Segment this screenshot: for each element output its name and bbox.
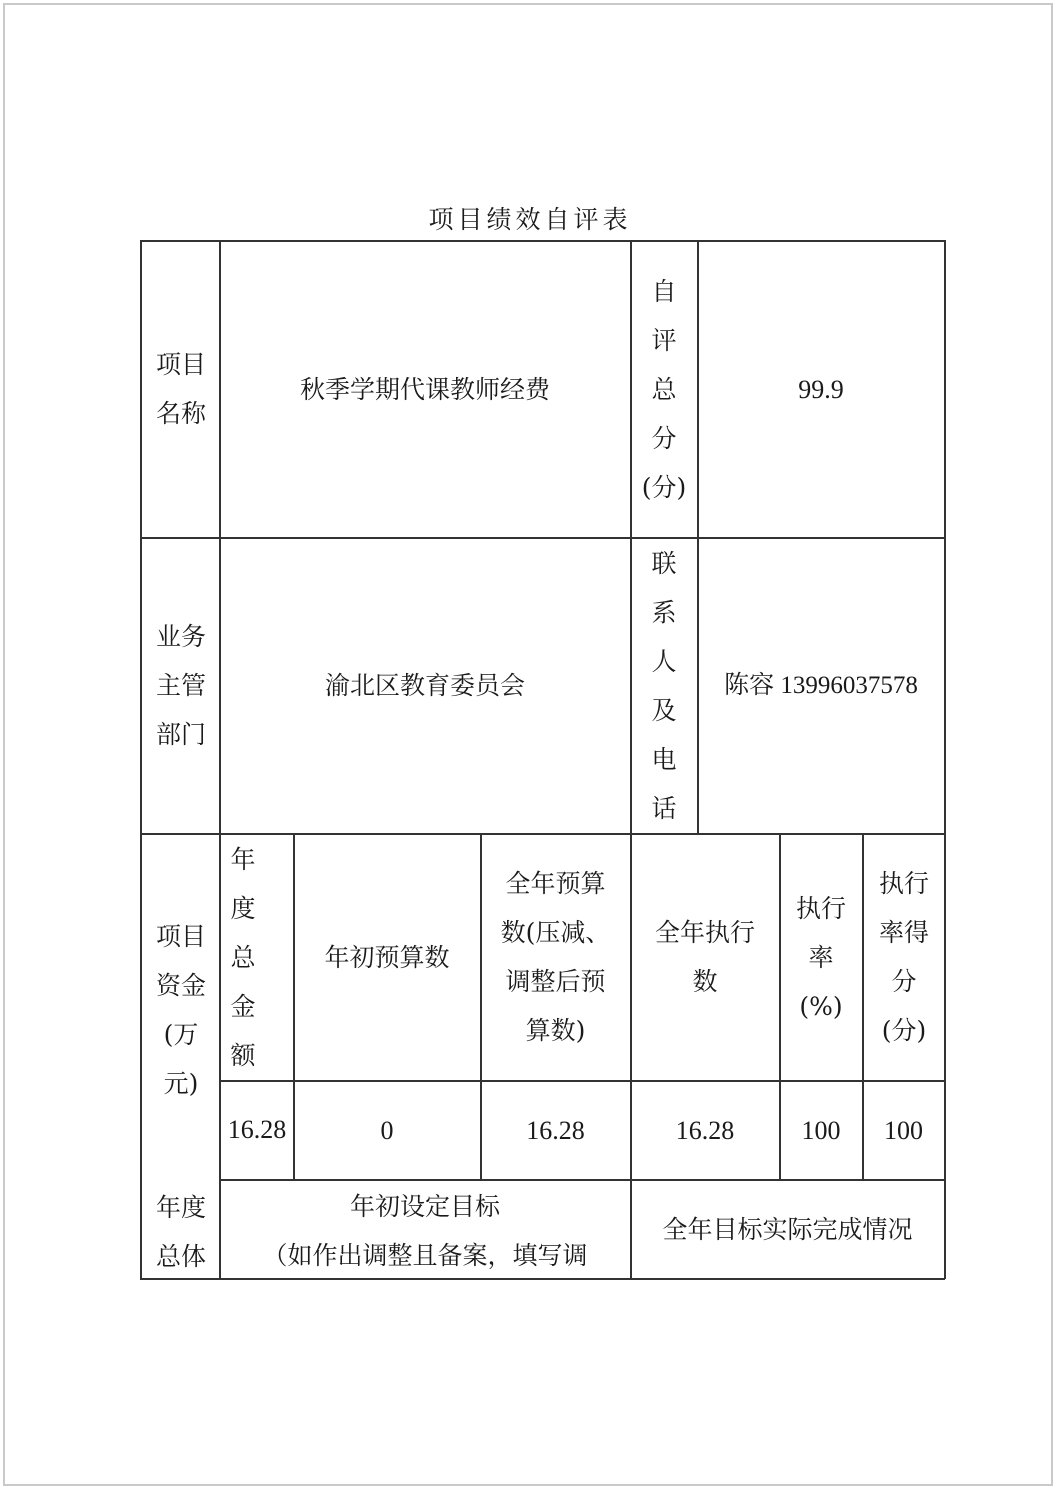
department [220, 538, 630, 833]
header-text: 执行率(%) [795, 893, 846, 1021]
header-text: 执行率得分(分) [878, 869, 929, 1045]
value-text: 16.28 [227, 1115, 287, 1144]
label-project-funds [150, 910, 212, 1110]
label-project-name [150, 241, 212, 537]
label-text: 联系人及电话 [651, 548, 677, 823]
header-text: 年初预算数 [324, 942, 450, 972]
value-text: 16.28 [526, 1115, 585, 1145]
header-exec-rate [790, 834, 852, 1080]
initial-target [220, 1183, 630, 1278]
value-annual-total [226, 1081, 288, 1179]
label-contact [643, 538, 685, 833]
header-text: 年度总金额 [230, 844, 256, 1070]
contact [698, 538, 944, 833]
header-exec-score [873, 834, 935, 1080]
label-text: 项目资金(万元) [155, 922, 206, 1098]
value-executed [631, 1081, 779, 1179]
label-department [150, 538, 212, 833]
header-adjusted-budget [497, 834, 614, 1080]
label-text: 业务主管部门 [155, 622, 206, 749]
document-title: 项目绩效自评表 [428, 205, 632, 234]
project-name [220, 241, 630, 537]
label-text: 年度总体 [155, 1193, 206, 1271]
project-name-text: 秋季学期代课教师经费 [299, 374, 550, 404]
actual-completion [631, 1180, 944, 1278]
grid-line [944, 240, 946, 1279]
value-text: 16.28 [675, 1115, 735, 1145]
header-initial-budget [294, 834, 480, 1080]
initial-target-note: （如作出调整且备案，填写调 [262, 1240, 588, 1270]
label-annual-goals [150, 1183, 212, 1278]
header-executed [645, 834, 765, 1080]
total-score-value: 99.9 [798, 374, 844, 404]
label-text: 项目名称 [155, 350, 206, 428]
value-initial-budget [294, 1081, 480, 1179]
label-total-score [643, 241, 685, 537]
actual-completion-text: 全年目标实际完成情况 [662, 1214, 913, 1244]
header-text: 全年执行数 [654, 918, 755, 996]
value-text: 100 [801, 1115, 841, 1145]
header-text: 全年预算数(压减、调整后预算数) [500, 869, 611, 1045]
value-text: 0 [380, 1115, 394, 1145]
grid-line [630, 240, 632, 833]
header-annual-total [229, 834, 257, 1080]
label-text: 自评总分(分) [641, 276, 687, 502]
total-score [698, 241, 944, 537]
value-text: 100 [884, 1115, 923, 1145]
grid-line [140, 240, 142, 1279]
department-text: 渝北区教育委员会 [324, 671, 525, 700]
value-exec-rate [780, 1081, 862, 1179]
value-adjusted-budget [481, 1081, 630, 1179]
initial-target-text: 年初设定目标 [349, 1191, 500, 1221]
contact-text: 陈容 13996037578 [724, 672, 918, 699]
value-exec-score [863, 1081, 944, 1179]
